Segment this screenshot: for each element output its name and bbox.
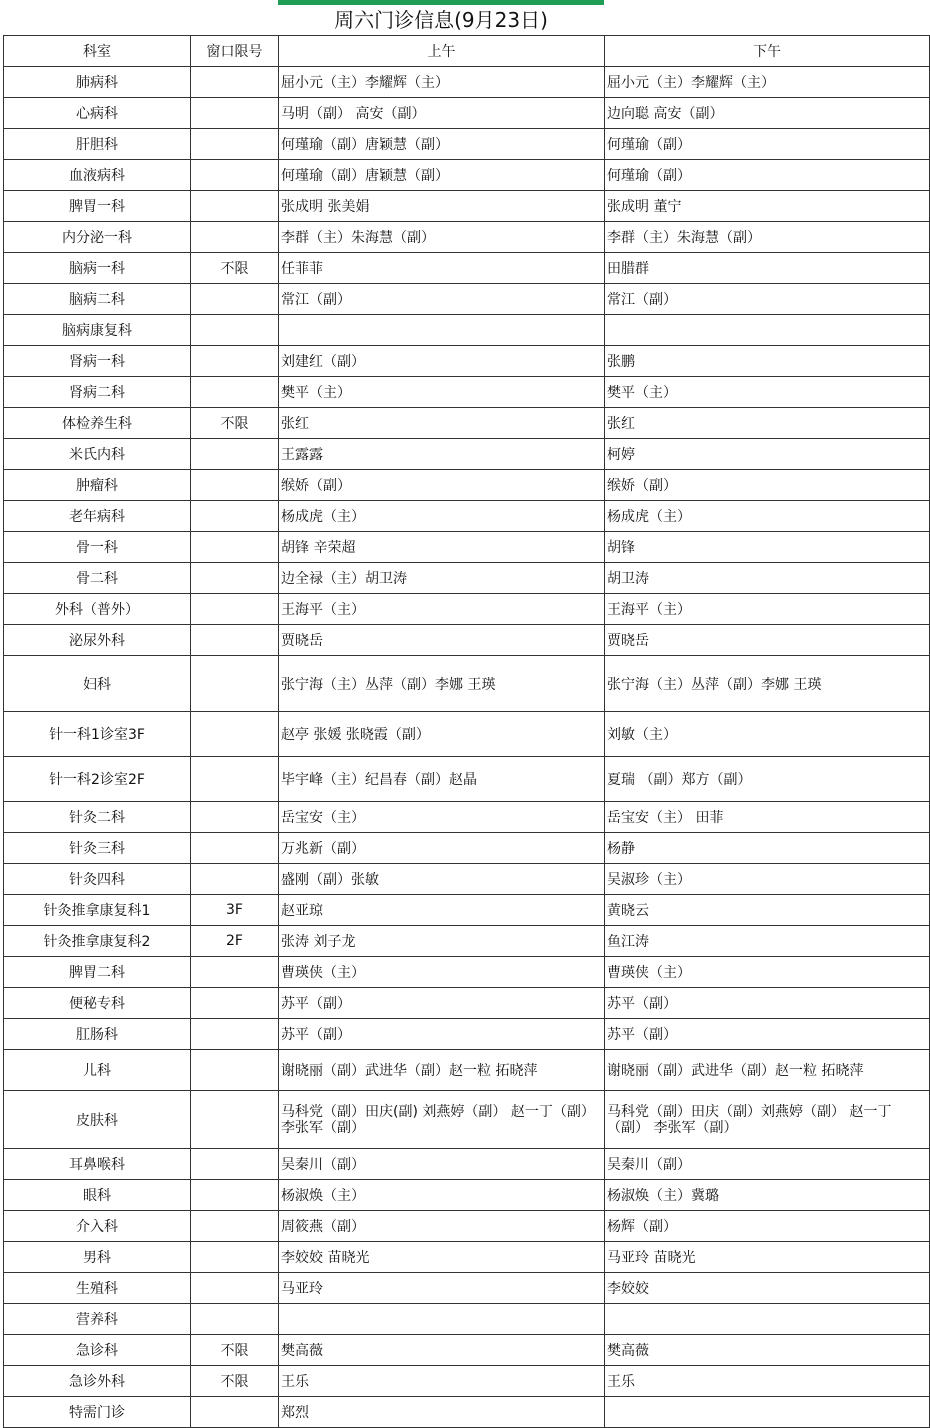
pm-cell: 鱼江涛 xyxy=(605,926,930,957)
dept-cell: 营养科 xyxy=(4,1304,191,1335)
dept-cell: 肺病科 xyxy=(4,67,191,98)
window-cell xyxy=(191,594,279,625)
window-cell xyxy=(191,501,279,532)
am-cell xyxy=(279,1304,605,1335)
pm-cell: 张红 xyxy=(605,408,930,439)
window-cell xyxy=(191,833,279,864)
table-row xyxy=(4,712,930,757)
window-cell xyxy=(191,1397,279,1428)
am-cell: 吴秦川（副） xyxy=(279,1149,605,1180)
pm-cell: 樊高薇 xyxy=(605,1335,930,1366)
pm-cell: 边向聪 高安（副） xyxy=(605,98,930,129)
pm-cell: 田腊群 xyxy=(605,253,930,284)
header-am: 上午 xyxy=(279,36,605,67)
table-row xyxy=(4,346,930,377)
dept-cell: 儿科 xyxy=(4,1050,191,1091)
table-row xyxy=(4,1180,930,1211)
dept-cell: 针一科2诊室2F xyxy=(4,757,191,802)
header-window: 窗口限号 xyxy=(191,36,279,67)
window-cell xyxy=(191,315,279,346)
window-cell xyxy=(191,191,279,222)
window-cell xyxy=(191,222,279,253)
window-cell xyxy=(191,160,279,191)
window-cell: 不限 xyxy=(191,253,279,284)
table-row xyxy=(4,656,930,712)
window-cell xyxy=(191,129,279,160)
dept-cell: 米氏内科 xyxy=(4,439,191,470)
dept-cell: 针灸推拿康复科2 xyxy=(4,926,191,957)
window-cell xyxy=(191,1273,279,1304)
header-dept: 科室 xyxy=(4,36,191,67)
table-row xyxy=(4,625,930,656)
table-row xyxy=(4,895,930,926)
am-cell: 樊高薇 xyxy=(279,1335,605,1366)
pm-cell: 屈小元（主）李耀辉（主） xyxy=(605,67,930,98)
dept-cell: 外科（普外） xyxy=(4,594,191,625)
table-row xyxy=(4,377,930,408)
window-cell xyxy=(191,1149,279,1180)
table-row xyxy=(4,439,930,470)
pm-cell: 胡锋 xyxy=(605,532,930,563)
window-cell xyxy=(191,377,279,408)
table-row xyxy=(4,129,930,160)
pm-cell: 贾晓岳 xyxy=(605,625,930,656)
dept-cell: 急诊科 xyxy=(4,1335,191,1366)
pm-cell xyxy=(605,1397,930,1428)
pm-cell: 黄晓云 xyxy=(605,895,930,926)
am-cell: 胡锋 辛荣超 xyxy=(279,532,605,563)
dept-cell: 耳鼻喉科 xyxy=(4,1149,191,1180)
am-cell: 边全禄（主）胡卫涛 xyxy=(279,563,605,594)
pm-cell xyxy=(605,1304,930,1335)
dept-cell: 泌尿外科 xyxy=(4,625,191,656)
dept-cell: 针灸二科 xyxy=(4,802,191,833)
am-cell: 王海平（主） xyxy=(279,594,605,625)
am-cell: 何瑾瑜（副）唐颖慧（副） xyxy=(279,129,605,160)
dept-cell: 肝胆科 xyxy=(4,129,191,160)
table-row xyxy=(4,1091,930,1149)
window-cell xyxy=(191,439,279,470)
schedule-table xyxy=(3,35,930,1428)
pm-cell: 杨静 xyxy=(605,833,930,864)
pm-cell: 吴秦川（副） xyxy=(605,1149,930,1180)
window-cell xyxy=(191,757,279,802)
window-cell xyxy=(191,625,279,656)
header-row xyxy=(4,36,930,67)
pm-cell: 胡卫涛 xyxy=(605,563,930,594)
table-row xyxy=(4,988,930,1019)
window-cell: 不限 xyxy=(191,408,279,439)
am-cell: 张红 xyxy=(279,408,605,439)
dept-cell: 脑病一科 xyxy=(4,253,191,284)
table-row xyxy=(4,160,930,191)
table-row xyxy=(4,802,930,833)
pm-cell: 樊平（主） xyxy=(605,377,930,408)
table-row xyxy=(4,98,930,129)
table-row xyxy=(4,1019,930,1050)
am-cell: 苏平（副） xyxy=(279,1019,605,1050)
table-row xyxy=(4,1397,930,1428)
window-cell xyxy=(191,67,279,98)
am-cell: 李姣姣 苗晓光 xyxy=(279,1242,605,1273)
dept-cell: 皮肤科 xyxy=(4,1091,191,1149)
pm-cell: 缑娇（副） xyxy=(605,470,930,501)
table-row xyxy=(4,864,930,895)
window-cell xyxy=(191,563,279,594)
pm-cell: 马亚玲 苗晓光 xyxy=(605,1242,930,1273)
window-cell xyxy=(191,1304,279,1335)
dept-cell: 骨二科 xyxy=(4,563,191,594)
am-cell xyxy=(279,315,605,346)
am-cell: 任菲菲 xyxy=(279,253,605,284)
table-row xyxy=(4,1242,930,1273)
table-row xyxy=(4,594,930,625)
am-cell: 盛刚（副）张敏 xyxy=(279,864,605,895)
page-title: 周六门诊信息(9月23日) xyxy=(334,8,548,32)
window-cell xyxy=(191,957,279,988)
am-cell: 张涛 刘子龙 xyxy=(279,926,605,957)
table-row xyxy=(4,833,930,864)
am-cell: 杨淑焕（主） xyxy=(279,1180,605,1211)
table-row xyxy=(4,191,930,222)
dept-cell: 便秘专科 xyxy=(4,988,191,1019)
pm-cell: 刘敏（主） xyxy=(605,712,930,757)
am-cell: 周筱燕（副） xyxy=(279,1211,605,1242)
window-cell xyxy=(191,346,279,377)
am-cell: 赵亚琼 xyxy=(279,895,605,926)
dept-cell: 针灸三科 xyxy=(4,833,191,864)
window-cell xyxy=(191,1211,279,1242)
am-cell: 何瑾瑜（副）唐颖慧（副） xyxy=(279,160,605,191)
am-cell: 毕宇峰（主）纪昌春（副）赵晶 xyxy=(279,757,605,802)
am-cell: 马亚玲 xyxy=(279,1273,605,1304)
table-row xyxy=(4,1050,930,1091)
am-cell: 贾晓岳 xyxy=(279,625,605,656)
am-cell: 张宁海（主）丛萍（副）李娜 王瑛 xyxy=(279,656,605,712)
am-cell: 杨成虎（主） xyxy=(279,501,605,532)
dept-cell: 心病科 xyxy=(4,98,191,129)
pm-cell: 夏瑞 （副）郑方（副） xyxy=(605,757,930,802)
table-row xyxy=(4,315,930,346)
window-cell xyxy=(191,864,279,895)
pm-cell: 杨成虎（主） xyxy=(605,501,930,532)
table-row xyxy=(4,926,930,957)
dept-cell: 脑病二科 xyxy=(4,284,191,315)
dept-cell: 骨一科 xyxy=(4,532,191,563)
window-cell xyxy=(191,1050,279,1091)
am-cell: 张成明 张美娟 xyxy=(279,191,605,222)
dept-cell: 脾胃二科 xyxy=(4,957,191,988)
am-cell: 王乐 xyxy=(279,1366,605,1397)
table-row xyxy=(4,1304,930,1335)
dept-cell: 男科 xyxy=(4,1242,191,1273)
pm-cell: 杨辉（副） xyxy=(605,1211,930,1242)
window-cell xyxy=(191,470,279,501)
pm-cell: 吴淑珍（主） xyxy=(605,864,930,895)
window-cell xyxy=(191,802,279,833)
table-row xyxy=(4,408,930,439)
pm-cell: 张宁海（主）丛萍（副）李娜 王瑛 xyxy=(605,656,930,712)
table-row xyxy=(4,1366,930,1397)
window-cell xyxy=(191,284,279,315)
window-cell: 3F xyxy=(191,895,279,926)
table-row xyxy=(4,1211,930,1242)
pm-cell: 王乐 xyxy=(605,1366,930,1397)
dept-cell: 脾胃一科 xyxy=(4,191,191,222)
dept-cell: 介入科 xyxy=(4,1211,191,1242)
pm-cell xyxy=(605,315,930,346)
am-cell: 马科党（副）田庆(副) 刘燕婷（副） 赵一丁（副） 李张军（副） xyxy=(279,1091,605,1149)
table-row xyxy=(4,284,930,315)
dept-cell: 针灸四科 xyxy=(4,864,191,895)
table-row xyxy=(4,222,930,253)
window-cell: 2F xyxy=(191,926,279,957)
dept-cell: 针一科1诊室3F xyxy=(4,712,191,757)
am-cell: 缑娇（副） xyxy=(279,470,605,501)
am-cell: 常江（副） xyxy=(279,284,605,315)
window-cell: 不限 xyxy=(191,1366,279,1397)
pm-cell: 李群（主）朱海慧（副） xyxy=(605,222,930,253)
window-cell xyxy=(191,1019,279,1050)
am-cell: 屈小元（主）李耀辉（主） xyxy=(279,67,605,98)
table-row xyxy=(4,1149,930,1180)
am-cell: 万兆新（副） xyxy=(279,833,605,864)
dept-cell: 针灸推拿康复科1 xyxy=(4,895,191,926)
dept-cell: 急诊外科 xyxy=(4,1366,191,1397)
table-row xyxy=(4,470,930,501)
window-cell xyxy=(191,1180,279,1211)
table-row xyxy=(4,67,930,98)
am-cell: 曹瑛侠（主） xyxy=(279,957,605,988)
dept-cell: 内分泌一科 xyxy=(4,222,191,253)
table-row xyxy=(4,563,930,594)
table-body xyxy=(4,67,930,1428)
table-row xyxy=(4,253,930,284)
dept-cell: 肾病二科 xyxy=(4,377,191,408)
window-cell xyxy=(191,656,279,712)
am-cell: 马明（副） 高安（副） xyxy=(279,98,605,129)
dept-cell: 肛肠科 xyxy=(4,1019,191,1050)
am-cell: 刘建红（副） xyxy=(279,346,605,377)
dept-cell: 体检养生科 xyxy=(4,408,191,439)
window-cell: 不限 xyxy=(191,1335,279,1366)
dept-cell: 血液病科 xyxy=(4,160,191,191)
pm-cell: 何瑾瑜（副） xyxy=(605,129,930,160)
am-cell: 苏平（副） xyxy=(279,988,605,1019)
window-cell xyxy=(191,532,279,563)
pm-cell: 张鹏 xyxy=(605,346,930,377)
window-cell xyxy=(191,1091,279,1149)
pm-cell: 常江（副） xyxy=(605,284,930,315)
dept-cell: 特需门诊 xyxy=(4,1397,191,1428)
table-row xyxy=(4,532,930,563)
window-cell xyxy=(191,712,279,757)
dept-cell: 妇科 xyxy=(4,656,191,712)
dept-cell: 老年病科 xyxy=(4,501,191,532)
pm-cell: 马科党（副）田庆（副）刘燕婷（副） 赵一丁（副） 李张军（副） xyxy=(605,1091,930,1149)
pm-cell: 李姣姣 xyxy=(605,1273,930,1304)
window-cell xyxy=(191,98,279,129)
pm-cell: 曹瑛侠（主） xyxy=(605,957,930,988)
table-row xyxy=(4,957,930,988)
am-cell: 岳宝安（主） xyxy=(279,802,605,833)
table-row xyxy=(4,757,930,802)
pm-cell: 岳宝安（主） 田菲 xyxy=(605,802,930,833)
am-cell: 赵亭 张媛 张晓霞（副） xyxy=(279,712,605,757)
dept-cell: 脑病康复科 xyxy=(4,315,191,346)
header-pm: 下午 xyxy=(605,36,930,67)
pm-cell: 苏平（副） xyxy=(605,988,930,1019)
pm-cell: 苏平（副） xyxy=(605,1019,930,1050)
pm-cell: 何瑾瑜（副） xyxy=(605,160,930,191)
window-cell xyxy=(191,988,279,1019)
dept-cell: 肿瘤科 xyxy=(4,470,191,501)
table-row xyxy=(4,1335,930,1366)
am-cell: 李群（主）朱海慧（副） xyxy=(279,222,605,253)
table-row xyxy=(4,1273,930,1304)
pm-cell: 王海平（主） xyxy=(605,594,930,625)
am-cell: 谢晓丽（副）武进华（副）赵一粒 拓晓萍 xyxy=(279,1050,605,1091)
am-cell: 郑烈 xyxy=(279,1397,605,1428)
am-cell: 王露露 xyxy=(279,439,605,470)
pm-cell: 谢晓丽（副）武进华（副）赵一粒 拓晓萍 xyxy=(605,1050,930,1091)
window-cell xyxy=(191,1242,279,1273)
dept-cell: 眼科 xyxy=(4,1180,191,1211)
table-row xyxy=(4,501,930,532)
am-cell: 樊平（主） xyxy=(279,377,605,408)
dept-cell: 生殖科 xyxy=(4,1273,191,1304)
pm-cell: 杨淑焕（主）冀璐 xyxy=(605,1180,930,1211)
pm-cell: 柯婷 xyxy=(605,439,930,470)
dept-cell: 肾病一科 xyxy=(4,346,191,377)
pm-cell: 张成明 董宁 xyxy=(605,191,930,222)
